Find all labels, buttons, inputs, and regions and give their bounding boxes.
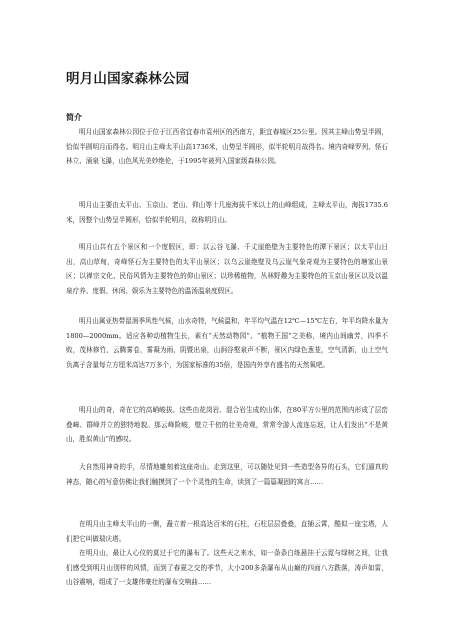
paragraph-peaks: 明月山主要由太平山、玉京山、老山、仰山等十几座海拔千米以上的山峰组成，主峰太平山，海拔1735.6米，因整个山势呈半圆形，恰似半轮明月，故称明月山。 — [66, 201, 388, 224]
section-heading: 简介 — [66, 113, 82, 122]
paragraph-rocks: 大自然用神奇的手，尽情地雕刻着这座奇山。走到这里，可以随处见到一些造型各异的石头，它们逼真的神态，随心的写意仿佛让我们触摸到了一个个灵性的生命，读到了一篇篇凝固的寓言…… — [66, 463, 388, 486]
page-title: 明月山国家森林公园 — [66, 71, 190, 87]
paragraph-waterfalls: 在明月山，最让人心仪的莫过于它的瀑布了。这些天之来水，如一条条白练悬挂于云霓与绿树之间，让我们感受到明月山别样的风情，而到了春夏之交的季节，大小200多条瀑布从山巅的四面八方跌落，涛声如雷，山谷震响，组成了一支雄伟豪壮的瀑布交响曲…… — [66, 549, 388, 586]
paragraph-location: 明月山国家森林公园位于位于江西省宜春市袁州区的西南方，距宜春城区25公里。因其主峰山势呈半圆，恰似半圆明月而得名。明月山主峰太平山高1736米，山势呈半圆形，似半轮明月故得名。境内奇峰罗列、怪石林立、涌泉飞瀑，山色风光美妙绝伦，于1995年被列入国家级森林公园。 — [66, 128, 388, 165]
paragraph-scenic-areas: 明月山共有五个景区和一个度假区，即：以云谷飞瀑、千丈崖绝壁为主要特色的潭下景区；以太平山日出，高山草甸，奇峰怪石为主要特色的太平山景区；以乌云崖绝壁及乌云崖气象奇观为主要特色的塘家山景区；以禅宗文化、民俗风情为主要特色的仰山景区；以珍稀植物，丛林野趣为主要特色的玉京山景区以及以温泉疗养、度假、休闲、娱乐为主要特色的温汤温泉度假区。 — [66, 243, 388, 295]
paragraph-pagoda: 在明月山主峰太平山的一侧，矗立着一根高达百米的石柱，石柱层层叠叠，直插云霄，酷似一座宝塔，人们把它叫做瑞庆塔。 — [66, 520, 388, 543]
paragraph-mountains: 明月山的奇，奇在它的高峭峻拔。这些由花岗岩、混合岩生成的山体，在80平方公里的范围内形成了层峦叠嶂、群峰并立的独特地貌。那云峰险峻，壁立千仞的壮美奇观，常常令游人流连忘返，让人们发出“不是黄山，胜似黄山”的感叹。 — [66, 406, 388, 443]
paragraph-climate: 明月山属亚热带湿润季风性气候，山水奇特，气候温和，年平均气温在12℃—15℃左右，年平均降水量为1800—2000mm。适应各种动植物生长，素有“天然动物园”、“植物王国”之美称，境内山间幽芳，四季不败，茂林修竹，云腾雾卷，雾凝为雨，阴暨出泉，山涧谷壑泉声不断，景区内绿色葱茏，空气清新，山上空气负离子含量每立方厘米高达7万多个，为国家标准的35倍，是国内外享有盛名的天然氧吧。 — [66, 317, 388, 369]
